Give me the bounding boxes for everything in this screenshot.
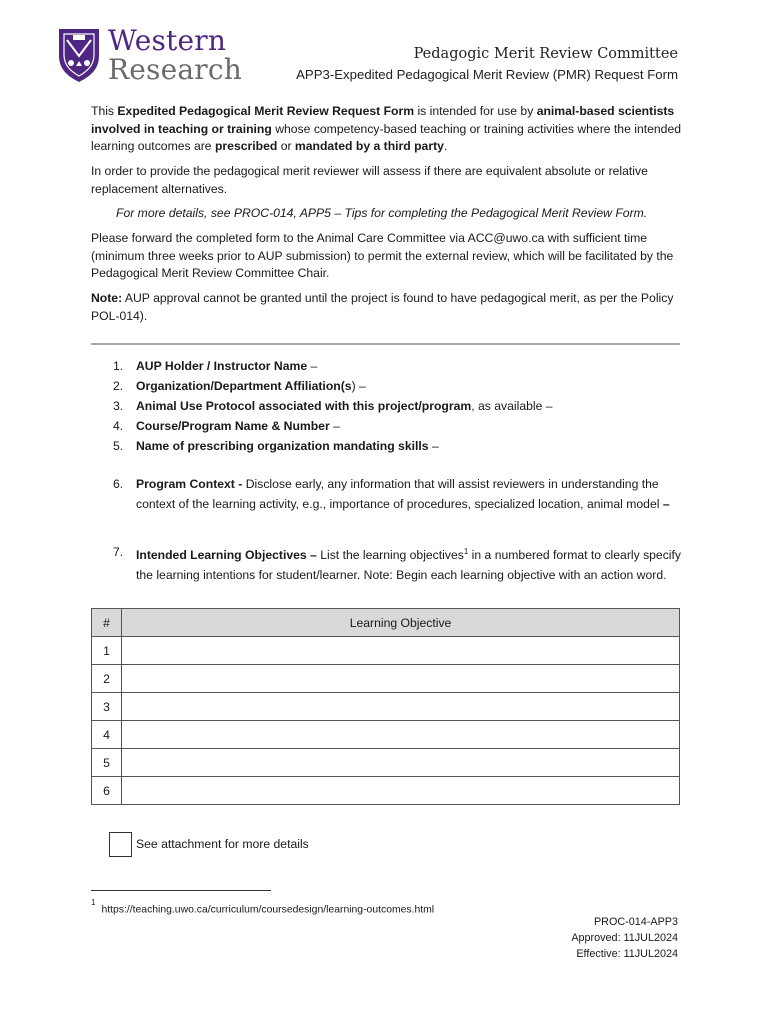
logo-line-2: Research xyxy=(108,53,242,86)
item-number: 1. xyxy=(113,359,124,373)
prescribed-bold: prescribed xyxy=(214,139,278,154)
attachment-checkbox-label: See attachment for more details xyxy=(136,837,309,851)
item-description: List the learning objectives xyxy=(316,548,464,563)
western-research-logo xyxy=(56,26,246,86)
objective-input-cell[interactable] xyxy=(122,693,680,721)
text-run: whose competency-based teaching or training activities where the intended learning outcomes are xyxy=(91,121,682,154)
item-suffix: ) – xyxy=(351,379,366,393)
row-number: 1 xyxy=(92,637,122,665)
logo-wordmark xyxy=(108,26,242,84)
item-dash: – xyxy=(662,497,670,511)
item-suffix: , as available – xyxy=(471,399,553,413)
item-label: Animal Use Protocol associated with this project/program xyxy=(136,399,472,413)
list-item xyxy=(91,416,691,436)
footnote xyxy=(91,898,435,916)
footnote-link[interactable]: https://teaching.uwo.ca/curriculum/coursedesign/learning-outcomes.html xyxy=(101,904,435,916)
item-label: Organization/Department Affiliation(s xyxy=(136,379,352,393)
footnote-ref: 1 xyxy=(463,547,469,556)
item-suffix: – xyxy=(307,359,318,373)
table-header-row xyxy=(92,609,680,637)
column-header-number: # xyxy=(92,609,122,637)
list-item xyxy=(91,474,691,514)
intro-paragraph-2: In order to provide the pedagogical merit reviewer will assess if there are equivalent absolute or relative replacement alternatives. xyxy=(91,164,648,196)
note-text: AUP approval cannot be granted until the project is found to have pedagogical merit, as per the Policy POL-014). xyxy=(91,291,674,323)
objective-input-cell[interactable] xyxy=(122,721,680,749)
section-divider xyxy=(91,343,680,345)
approval-note xyxy=(91,290,681,325)
item-number: 7. xyxy=(113,545,124,559)
item-number: 5. xyxy=(113,439,124,453)
item-label: Name of prescribing organization mandating skills xyxy=(136,439,429,453)
table-row xyxy=(92,693,680,721)
footnote-mark: 1 xyxy=(91,898,96,907)
row-number: 5 xyxy=(92,749,122,777)
list-item xyxy=(91,436,691,456)
item-label: Intended Learning Objectives – xyxy=(136,548,317,563)
details-reference: For more details, see PROC-014, APP5 – Tips for completing the Pedagogical Merit Review Form. xyxy=(116,206,648,220)
objective-input-cell[interactable] xyxy=(122,777,680,805)
row-number: 6 xyxy=(92,777,122,805)
form-fields-list xyxy=(91,356,691,456)
text-run: This xyxy=(91,104,118,118)
objective-input-cell[interactable] xyxy=(122,749,680,777)
item-suffix: – xyxy=(428,439,439,453)
item-label: Program Context - xyxy=(136,477,243,491)
item-description-cont: in a numbered format to clearly specify the learning intentions for student/learner. Note: Begin each learning objective with an action word. xyxy=(136,548,681,583)
list-item xyxy=(91,376,691,396)
item-number: 4. xyxy=(113,419,124,433)
document-code: PROC-014-APP3 xyxy=(593,916,678,928)
footnote-divider xyxy=(91,890,271,891)
learning-objectives-item xyxy=(91,542,691,585)
list-item xyxy=(91,356,691,376)
text-run: . xyxy=(443,139,448,154)
audience-bold: animal-based scientists involved in teaching or training xyxy=(91,104,675,136)
learning-objectives-table xyxy=(91,608,680,805)
table-row xyxy=(92,721,680,749)
table-row xyxy=(92,749,680,777)
objective-input-cell[interactable] xyxy=(122,637,680,665)
logo-line-1: Western xyxy=(108,24,227,57)
shield-crest-icon xyxy=(56,26,102,84)
text-run: is intended for use by xyxy=(414,104,537,118)
list-item xyxy=(91,542,691,585)
objective-input-cell[interactable] xyxy=(122,665,680,693)
text-run: or xyxy=(277,139,295,154)
item-number: 2. xyxy=(113,379,124,393)
approved-date: Approved: 11JUL2024 xyxy=(571,932,678,944)
item-suffix: – xyxy=(329,419,340,433)
item-number: 3. xyxy=(113,399,124,413)
program-context-item xyxy=(91,474,691,514)
item-number: 6. xyxy=(113,477,124,491)
submission-instructions: Please forward the completed form to the Animal Care Committee via ACC@uwo.ca with sufficient time (minimum three weeks prior to AUP submission) to permit the external review, which will be facilitated by the Pedagogical Merit Review Committee Chair. xyxy=(91,231,674,281)
document-meta xyxy=(571,914,678,962)
row-number: 3 xyxy=(92,693,122,721)
column-header-objective: Learning Objective xyxy=(122,609,680,637)
row-number: 4 xyxy=(92,721,122,749)
list-item xyxy=(91,396,691,416)
mandated-bold: mandated by a third party xyxy=(294,139,444,154)
attachment-checkbox[interactable] xyxy=(109,832,132,857)
table-row xyxy=(92,777,680,805)
item-label: Course/Program Name & Number xyxy=(136,419,330,433)
row-number: 2 xyxy=(92,665,122,693)
item-label: AUP Holder / Instructor Name xyxy=(136,359,308,373)
table-row xyxy=(92,637,680,665)
form-name-bold: Expedited Pedagogical Merit Review Request Form xyxy=(117,104,415,118)
effective-date: Effective: 11JUL2024 xyxy=(576,948,678,960)
form-title: APP3-Expedited Pedagogical Merit Review (PMR) Request Form xyxy=(296,67,678,82)
table-row xyxy=(92,665,680,693)
note-label: Note: xyxy=(91,291,123,305)
item-description: Disclose early, any information that will assist reviewers in understanding the context of the learning activity, e.g., importance of procedures, specialized location, animal model xyxy=(136,477,663,511)
intro-paragraph-1 xyxy=(91,103,691,156)
committee-title: Pedagogic Merit Review Committee xyxy=(413,46,678,62)
